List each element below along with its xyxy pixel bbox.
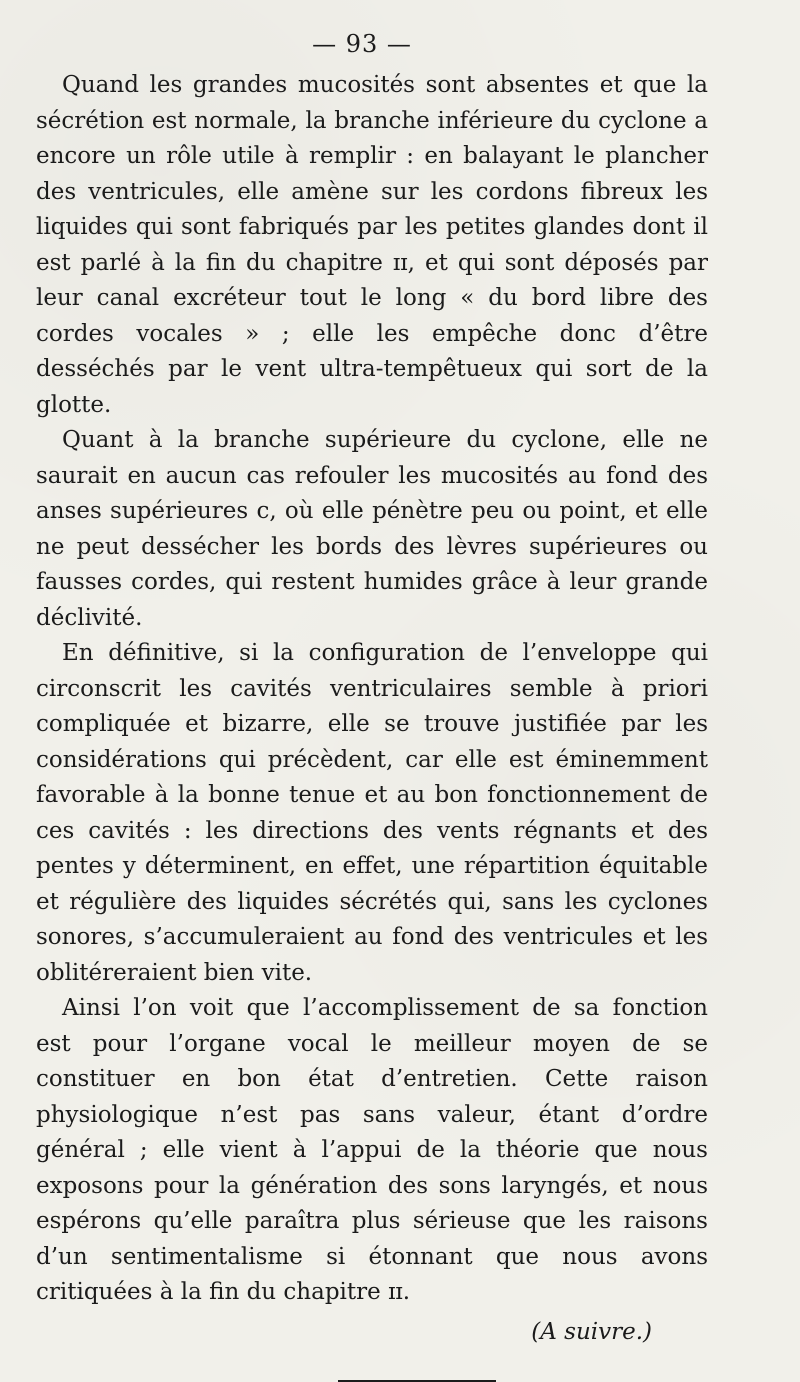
paragraph-3: En définitive, si la configuration de l’enveloppe qui circonscrit les cavités ventriculaires semble à priori compliquée et bizarre, elle se trouve justifiée par les considérations qui précèdent, car elle est éminemment favorable à la bonne tenue et au bon fonctionnement de ces cavités : les directions des vents régnants et des pentes y déterminent, en effet, une répartition équitable et régulière des liquides sécrétés qui, sans les cyclones sonores, s’accumuleraient au fond des ventricules et les oblitéreraient bien vite. bbox=[36, 640, 708, 986]
paragraph-2: Quant à la branche supérieure du cyclone, elle ne saurait en aucun cas refouler les mucosités au fond des anses supérieures c, où elle pénètre peu ou point, et elle ne peut dessécher les bords des lèvres supérieures ou fausses cordes, qui restent humides grâce à leur grande déclivité. bbox=[36, 427, 708, 631]
to-be-continued-note: (A suivre.) bbox=[531, 1318, 652, 1345]
paragraph-1: Quand les grandes mucosités sont absentes et que la sécrétion est normale, la branche inférieure du cyclone a encore un rôle utile à remplir : en balayant le plancher des ventricules, elle amène sur les cordons fibreux les liquides qui sont fabriqués par les petites glandes dont il est parlé à la fin du chapitre ɪɪ, et qui sont déposés par leur canal excréteur tout le long « du bord libre des cordes vocales » ; elle les empêche donc d’être desséchés par le vent ultra-tempêtueux qui sort de la glotte. bbox=[36, 72, 708, 418]
paragraph-4: Ainsi l’on voit que l’accomplissement de sa fonction est pour l’organe vocal le meilleur moyen de se constituer en bon état d’entretien. Cette raison physiologique n’est pas sans valeur, étant d’ordre général ; elle vient à l’appui de la théorie que nous exposons pour la génération des sons laryngés, et nous espérons qu’elle paraîtra plus sérieuse que les raisons d’un sentimentalisme si étonnant que nous avons critiquées à la fin du chapitre ɪɪ. bbox=[36, 995, 708, 1305]
body-text bbox=[36, 68, 708, 1311]
page-number: — 93 — bbox=[312, 30, 412, 58]
